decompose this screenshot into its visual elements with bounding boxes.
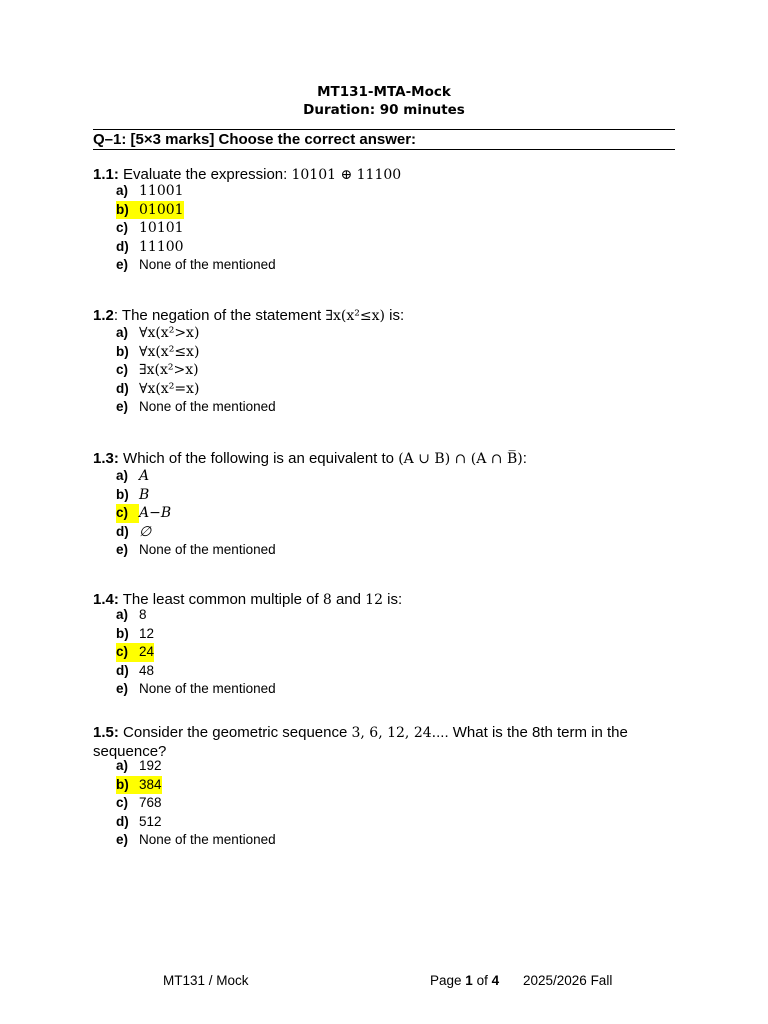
option-text: 48 — [139, 662, 155, 678]
exam-title: MT131-MTA-Mock — [317, 84, 451, 100]
question-text: : The negation of the statement — [113, 307, 322, 324]
option-d[interactable] — [116, 380, 276, 399]
option-c[interactable] — [116, 361, 276, 380]
option-c[interactable] — [116, 504, 276, 523]
option-letter: e) — [116, 399, 129, 414]
option-d[interactable] — [116, 238, 276, 257]
options-1-4 — [116, 606, 276, 699]
option-text: 01001 — [139, 201, 184, 218]
question-number: 1.5: — [93, 724, 119, 741]
question-1-3 — [93, 450, 653, 469]
question-math: 10101 ⊕ 11100 — [291, 167, 402, 183]
option-letter: c) — [116, 362, 129, 377]
option-letter: c) — [116, 643, 139, 662]
option-a[interactable] — [116, 757, 276, 776]
question-text: Which of the following is an equivalent to — [123, 450, 395, 467]
option-text: ∀x(x²=x) — [139, 380, 200, 397]
question-suffix: ... What is the 8th term in the sequence? — [93, 724, 628, 760]
option-a[interactable] — [116, 324, 276, 343]
question-text: Evaluate the expression: — [123, 166, 288, 183]
option-text: 192 — [139, 758, 162, 773]
option-text: ∀x(x²>x) — [139, 325, 200, 341]
option-letter: e) — [116, 681, 129, 696]
option-text: 11100 — [139, 238, 184, 255]
option-b[interactable] — [116, 625, 276, 644]
section-title: Q–1: [5×3 marks] Choose the correct answer: — [93, 131, 417, 148]
option-e[interactable] — [116, 541, 276, 560]
option-b[interactable] — [116, 486, 276, 505]
question-math: (A ∪ B) ∩ (A ∩ B̅) — [398, 451, 523, 467]
option-b[interactable] — [116, 343, 276, 362]
option-e[interactable] — [116, 680, 276, 699]
option-text: 12 — [139, 625, 155, 641]
option-letter: d) — [116, 523, 129, 539]
footer-page-of: of — [476, 973, 488, 988]
option-text: 10101 — [139, 220, 184, 236]
option-d[interactable] — [116, 523, 276, 542]
option-c[interactable] — [116, 219, 276, 238]
exam-header — [0, 83, 768, 119]
option-a[interactable] — [116, 467, 276, 486]
option-letter: d) — [116, 238, 129, 254]
option-text: A−B — [139, 505, 172, 521]
question-math-2: 12 — [365, 592, 383, 608]
footer-page-label: Page — [430, 973, 462, 988]
option-text: None of the mentioned — [139, 399, 276, 414]
option-letter: b) — [116, 776, 139, 795]
question-text: The least common multiple of — [122, 591, 319, 608]
option-letter: c) — [116, 795, 129, 810]
question-number: 1.3: — [93, 450, 119, 467]
option-e[interactable] — [116, 831, 276, 850]
question-number: 1.1: — [93, 166, 119, 183]
option-text: 11001 — [139, 183, 184, 199]
exam-duration: Duration: 90 minutes — [303, 102, 465, 118]
option-letter: e) — [116, 832, 129, 847]
options-1-5 — [116, 757, 276, 850]
option-letter: a) — [116, 607, 129, 622]
option-letter: e) — [116, 257, 129, 272]
option-letter: a) — [116, 325, 129, 340]
option-text: ∃x(x²>x) — [139, 362, 199, 378]
option-e[interactable] — [116, 256, 276, 275]
option-letter: d) — [116, 380, 129, 396]
option-letter: a) — [116, 468, 129, 483]
question-1-5 — [93, 724, 653, 760]
question-mid: and — [335, 591, 361, 608]
options-1-1 — [116, 182, 276, 275]
footer-page-current: 1 — [465, 973, 473, 988]
question-number: 1.2 — [93, 307, 114, 324]
question-suffix: : — [522, 450, 527, 467]
option-letter: c) — [116, 220, 129, 235]
option-b[interactable] — [116, 776, 276, 795]
option-c[interactable] — [116, 794, 276, 813]
option-e[interactable] — [116, 398, 276, 417]
option-a[interactable] — [116, 182, 276, 201]
question-suffix: is: — [387, 591, 403, 608]
option-text: 512 — [139, 813, 162, 829]
option-text: None of the mentioned — [139, 257, 276, 272]
option-text: 8 — [139, 607, 147, 622]
option-text: A — [139, 468, 150, 484]
option-letter: a) — [116, 758, 129, 773]
option-a[interactable] — [116, 606, 276, 625]
question-math: 3, 6, 12, 24. — [351, 725, 437, 741]
footer-course: MT131 / Mock — [163, 973, 249, 988]
option-text: 384 — [139, 776, 162, 795]
option-text: ∀x(x²≤x) — [139, 343, 200, 360]
question-number: 1.4: — [93, 591, 119, 608]
option-c[interactable] — [116, 643, 276, 662]
option-text: B — [139, 486, 150, 503]
option-text: 768 — [139, 795, 162, 810]
footer-page-total: 4 — [491, 973, 500, 988]
option-letter: c) — [116, 504, 139, 523]
question-suffix: is: — [389, 307, 405, 324]
option-letter: d) — [116, 662, 129, 678]
options-1-3 — [116, 467, 276, 560]
question-text: Consider the geometric sequence — [123, 724, 348, 741]
option-text: None of the mentioned — [139, 832, 276, 847]
option-text: None of the mentioned — [139, 542, 276, 557]
option-d[interactable] — [116, 813, 276, 832]
option-letter: b) — [116, 486, 129, 502]
option-text: ∅ — [139, 523, 152, 540]
option-b[interactable] — [116, 201, 276, 220]
option-text: 24 — [139, 643, 154, 662]
option-letter: d) — [116, 813, 129, 829]
option-letter: b) — [116, 343, 129, 359]
option-letter: e) — [116, 542, 129, 557]
question-math: ∃x(x²≤x) — [325, 308, 385, 324]
option-text: None of the mentioned — [139, 681, 276, 696]
option-letter: b) — [116, 625, 129, 641]
question-1-2 — [93, 307, 653, 326]
section-heading — [93, 129, 675, 150]
footer-page-number — [430, 973, 499, 989]
option-d[interactable] — [116, 662, 276, 681]
option-letter: b) — [116, 201, 139, 220]
option-letter: a) — [116, 183, 129, 198]
options-1-2 — [116, 324, 276, 417]
question-math-1: 8 — [322, 592, 332, 608]
footer-term: 2025/2026 Fall — [523, 973, 613, 988]
